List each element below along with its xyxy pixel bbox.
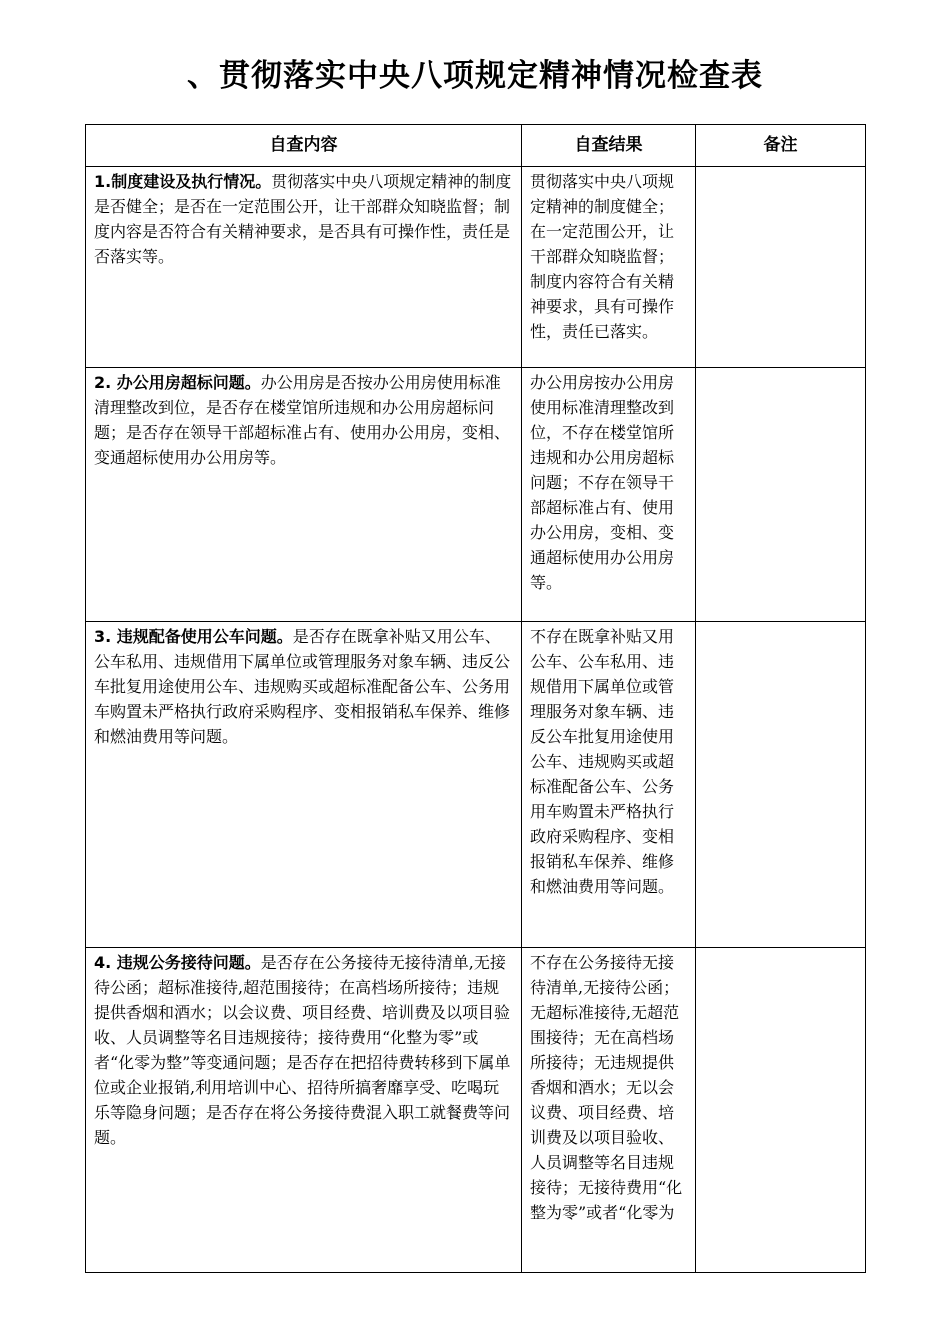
item-heading: 1.制度建设及执行情况。 bbox=[94, 172, 272, 191]
table-header-row bbox=[86, 125, 866, 167]
content-cell bbox=[86, 167, 522, 368]
notes-cell bbox=[696, 948, 866, 1273]
content-cell bbox=[86, 622, 522, 948]
item-body: 办公用房是否按办公用房使用标准清理整改到位，是否存在楼堂馆所违规和办公用房超标问题；是否存在领导干部超标准占有、使用办公用房，变相、变通超标使用办公用房等。 bbox=[94, 373, 511, 467]
item-body: 是否存在既拿补贴又用公车、公车私用、违规借用下属单位或管理服务对象车辆、违反公车批复用途使用公车、违规购买或超标准配备公车、公务用车购置未严格执行政府采购程序、变相报销私车保养、维修和燃油费用等问题。 bbox=[94, 627, 511, 746]
item-heading: 3. 违规配备使用公车问题。 bbox=[94, 627, 293, 646]
page-title: 、贯彻落实中央八项规定精神情况检查表 bbox=[187, 58, 763, 94]
item-heading: 2. 办公用房超标问题。 bbox=[94, 373, 261, 392]
table-row bbox=[86, 368, 866, 622]
result-cell: 不存在公务接待无接待清单,无接待公函；无超标准接待,无超范围接待；无在高档场所接待；无违规提供香烟和酒水；无以会议费、项目经费、培训费及以项目验收、人员调整等名目违规接待；无接待费用“化整为零”或者“化零为 bbox=[522, 948, 696, 1273]
notes-cell bbox=[696, 167, 866, 368]
notes-cell bbox=[696, 368, 866, 622]
item-body: 贯彻落实中央八项规定精神的制度是否健全；是否在一定范围公开，让干部群众知晓监督；制度内容是否符合有关精神要求，是否具有可操作性，责任是否落实等。 bbox=[94, 172, 512, 266]
table-row bbox=[86, 622, 866, 948]
notes-cell bbox=[696, 622, 866, 948]
item-body: 是否存在公务接待无接待清单,无接待公函；超标准接待,超范围接待；在高档场所接待；违规提供香烟和酒水；以会议费、项目经费、培训费及以项目验收、人员调整等名目违规接待；接待费用“化整为零”或者“化零为整”等变通问题；是否存在把招待费转移到下属单位或企业报销,利用培训中心、招待所搞奢靡享受、吃喝玩乐等隐身问题；是否存在将公务接待费混入职工就餐费等问题。 bbox=[94, 953, 511, 1147]
result-cell: 不存在既拿补贴又用公车、公车私用、违规借用下属单位或管理服务对象车辆、违反公车批复用途使用公车、违规购买或超标准配备公车、公务用车购置未严格执行政府采购程序、变相报销私车保养、维修和燃油费用等问题。 bbox=[522, 622, 696, 948]
item-heading: 4. 违规公务接待问题。 bbox=[94, 953, 261, 972]
header-notes: 备注 bbox=[696, 125, 866, 167]
result-cell: 办公用房按办公用房使用标准清理整改到位，不存在楼堂馆所违规和办公用房超标问题；不存在领导干部超标准占有、使用办公用房，变相、变通超标使用办公用房等。 bbox=[522, 368, 696, 622]
header-content: 自查内容 bbox=[86, 125, 522, 167]
content-cell bbox=[86, 948, 522, 1273]
header-result: 自查结果 bbox=[522, 125, 696, 167]
content-cell bbox=[86, 368, 522, 622]
table-row bbox=[86, 167, 866, 368]
result-cell: 贯彻落实中央八项规定精神的制度健全；在一定范围公开，让干部群众知晓监督；制度内容符合有关精神要求，具有可操作性，责任已落实。 bbox=[522, 167, 696, 368]
self-inspection-table bbox=[85, 124, 866, 1273]
table-row bbox=[86, 948, 866, 1273]
